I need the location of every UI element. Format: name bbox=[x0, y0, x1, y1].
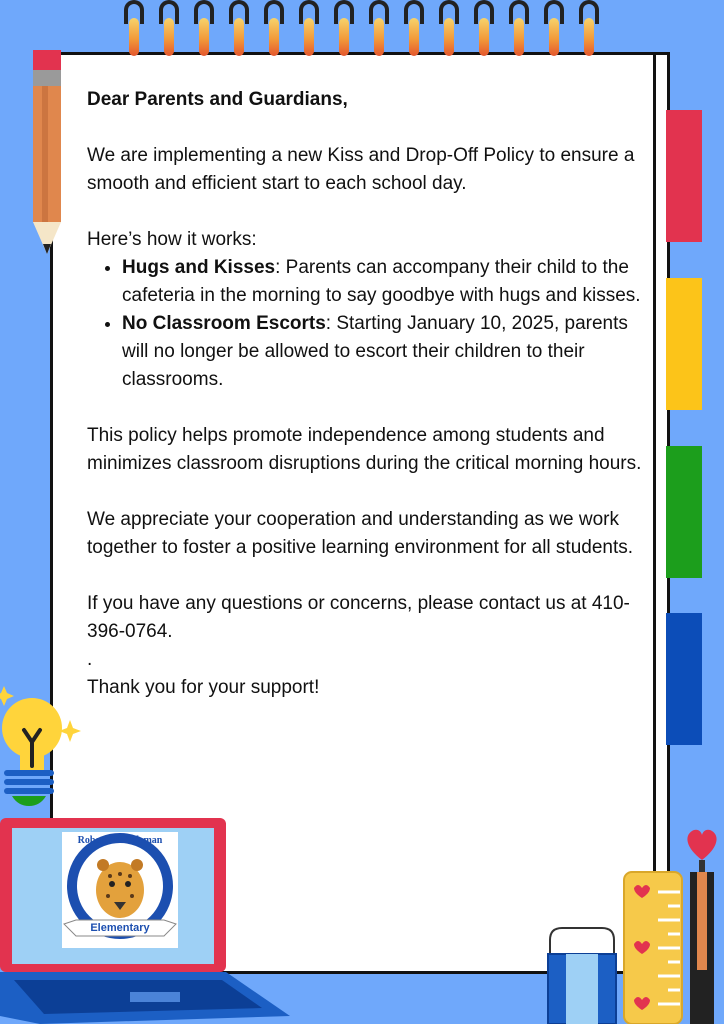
index-tab-green bbox=[666, 446, 702, 578]
policy-item-escorts bbox=[122, 310, 647, 394]
letter-paragraph-independence: This policy helps promote independence among students and minimizes classroom disruptions during the critical morning hours. bbox=[87, 425, 642, 474]
spiral-binding bbox=[0, 0, 724, 60]
policy-item-title: Hugs and Kisses bbox=[122, 257, 276, 278]
school-banner-text: Elementary bbox=[90, 922, 150, 934]
heart-pencil-icon bbox=[682, 826, 722, 1024]
letter-stray-period: . bbox=[87, 649, 93, 670]
eraser-icon bbox=[544, 922, 620, 1024]
policy-item-hugs bbox=[122, 254, 647, 310]
letter-closing: Thank you for your support! bbox=[87, 677, 320, 698]
letter-paragraph-appreciation: We appreciate your cooperation and understanding as we work together to foster a positive learning environment for all students. bbox=[87, 509, 634, 558]
letter-intro: We are implementing a new Kiss and Drop-Off Policy to ensure a smooth and efficient start to each school day. bbox=[87, 145, 635, 194]
school-name-text: Robert W. Coleman bbox=[77, 835, 163, 846]
how-it-works-heading: Here’s how it works: bbox=[87, 229, 257, 250]
pencil-icon bbox=[28, 48, 68, 258]
ruler-icon bbox=[622, 870, 684, 1024]
light-bulb-icon bbox=[0, 684, 84, 808]
policy-item-text: : Starting January 10, 2025, parents will no longer be allowed to escort their children to their classrooms. bbox=[122, 313, 628, 390]
policy-item-title: No Classroom Escorts bbox=[122, 313, 326, 334]
index-tab-red bbox=[666, 110, 702, 242]
letter-contact: If you have any questions or concerns, please contact us at 410-396-0764. bbox=[87, 593, 630, 642]
index-tab-blue bbox=[666, 613, 702, 745]
policy-list bbox=[87, 254, 647, 394]
letter-body bbox=[87, 86, 647, 702]
policy-item-text: : Parents can accompany their child to the cafeteria in the morning to say goodbye with hugs and kisses. bbox=[122, 257, 641, 306]
school-logo bbox=[62, 832, 178, 948]
letter-greeting: Dear Parents and Guardians, bbox=[87, 89, 348, 110]
index-tab-yellow bbox=[666, 278, 702, 410]
